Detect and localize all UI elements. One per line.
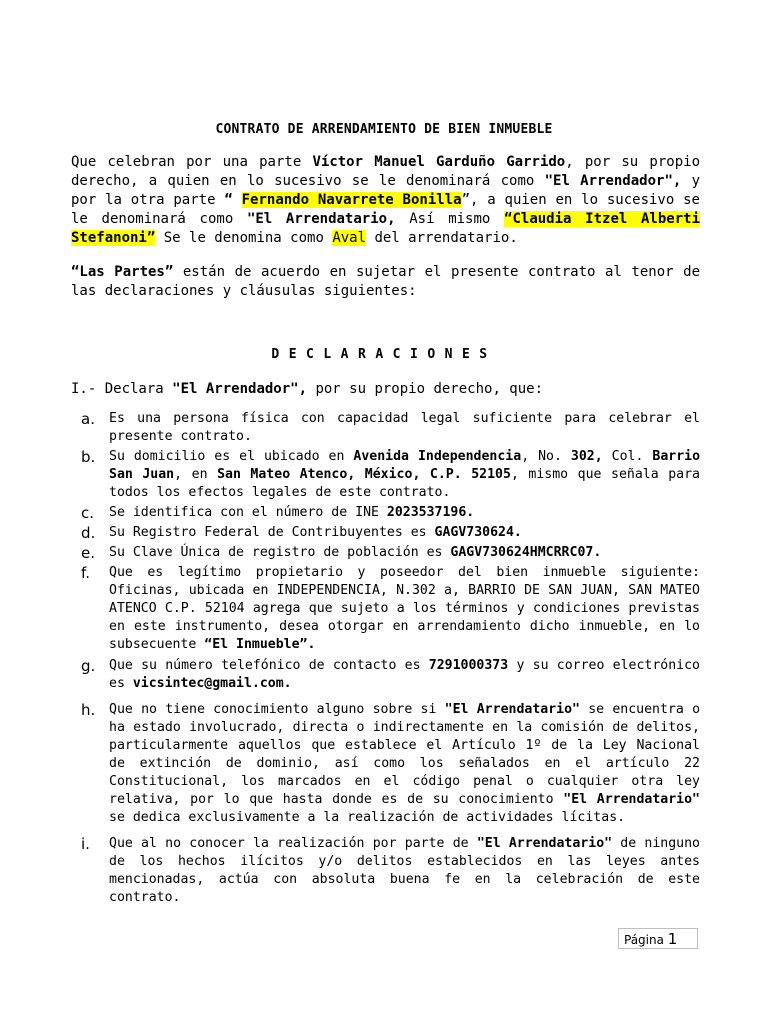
partes-paragraph <box>71 263 700 301</box>
list-item-bold: 2023537196. <box>386 505 475 520</box>
aval-name: “Claudia Itzel Alberti Stefanoni” <box>71 211 700 246</box>
intro-text: del arrendatario. <box>366 230 518 246</box>
list-item-text: de ninguno de los hechos ilícitos y/o delitos establecidos en las leyes antes mencionadas, actúa con absoluta buena fe en la celebración de este contrato. <box>109 836 700 905</box>
list-item <box>71 564 700 654</box>
list-marker: e. <box>81 544 95 562</box>
section-1-text: I.- Declara <box>71 381 173 397</box>
declarations-list <box>71 410 700 907</box>
page-number: 1 <box>667 930 678 948</box>
list-item-text: Que al no conocer la realización por parte de <box>109 836 477 851</box>
list-item-text: Su Clave Única de registro de población es <box>109 545 451 560</box>
list-item <box>71 410 700 446</box>
list-marker: g. <box>81 657 96 675</box>
list-marker: h. <box>81 701 96 719</box>
arrendador-name: Víctor Manuel Garduño Garrido <box>312 154 566 170</box>
list-item-text: , No. <box>521 449 571 464</box>
list-item-text: y su correo electrónico es <box>109 658 700 691</box>
arrendatario-name: Fernando Navarrete Bonilla <box>241 192 462 208</box>
list-item-bold: Barrio San Juan <box>109 449 701 482</box>
partes-text: están de acuerdo en sujetar el presente contrato al tenor de las declaraciones y cláusulas siguientes: <box>71 264 700 299</box>
list-item-text: Su domicilio es el ubicado en <box>109 449 354 464</box>
list-item <box>71 701 700 827</box>
page-label: Página <box>624 933 664 947</box>
list-item-bold: "El Arrendatario" <box>476 836 613 851</box>
intro-text: , por su propio derecho, a quien en lo sucesivo se le denominará como <box>71 154 700 189</box>
page-number-box <box>618 928 698 949</box>
list-marker: d. <box>81 524 96 542</box>
list-item-text: Se identifica con el número de INE <box>109 505 387 520</box>
list-item-text: , mismo que señala para todos los efectos legales de este contrato. <box>109 467 700 500</box>
list-item-text: Su Registro Federal de Contribuyentes es <box>109 525 435 540</box>
list-item <box>71 544 700 562</box>
list-item-text: Es una persona física con capacidad legal suficiente para celebrar el presente contrato. <box>109 411 700 444</box>
arrendador-label: "El Arrendador", <box>544 173 682 189</box>
document-title: CONTRATO DE ARRENDAMIENTO DE BIEN INMUEBLE <box>215 122 553 137</box>
list-item-text: Que es legítimo propietario y poseedor del bien inmueble siguiente: Oficinas, ubicada en INDEPENDENCIA, N.302 a, BARRIO DE SAN JUAN, SAN MATEO ATENCO C.P. 52104 agrega que sujeto a los términos y condiciones previstas en este instrumento, desea otorgar en arrendamiento dicho inmueble, en lo subsecuente <box>109 565 700 652</box>
declaraciones-title: DECLARACIONES <box>271 347 497 362</box>
list-marker: c. <box>81 504 95 522</box>
arrendatario-label: "El Arrendatario, <box>246 211 396 227</box>
section-1-text: por su propio derecho, que: <box>307 381 544 397</box>
intro-text: Que celebran por una parte <box>71 154 313 170</box>
list-item-bold: 7291000373 <box>428 658 509 673</box>
list-item <box>71 657 700 693</box>
intro-text: Se le denomina como <box>155 230 333 246</box>
list-marker: f. <box>81 564 90 582</box>
list-item <box>71 835 700 907</box>
list-item-bold: San Mateo Atenco, México, C.P. 52105 <box>217 467 511 482</box>
intro-text: Así mismo <box>395 211 505 227</box>
partes-label: “Las Partes” <box>71 264 174 280</box>
list-item <box>71 504 700 522</box>
list-item-bold: GAGV730624HMCRRC07. <box>450 545 602 560</box>
list-item-text: se encuentra o ha estado involucrado, directa o indirectamente en la comisión de delitos, particularmente aquellos que establece el Artículo 1º de la Ley Nacional de extinción de dominio, así como los señalados en el artículo 22 Constitucional, los marcados en el código penal o cualquier otra ley relativa, por lo que hasta donde es de su conocimiento <box>109 702 701 807</box>
intro-text: ”, a quien en lo sucesivo se le denominará como <box>71 192 700 227</box>
list-item-text: Que no tiene conocimiento alguno sobre si <box>109 702 445 717</box>
section-1-label: "El Arrendador", <box>172 381 308 397</box>
list-marker: i. <box>81 835 90 853</box>
list-item-text: Que su número telefónico de contacto es <box>109 658 429 673</box>
quote-mark: “ <box>224 192 233 208</box>
list-item-bold: Avenida Independencia <box>353 449 522 464</box>
list-item-bold: "El Arrendatario" <box>563 792 700 807</box>
list-item-text: , en <box>174 467 218 482</box>
list-item-text: Col. <box>602 449 653 464</box>
intro-text: y por la otra parte <box>71 173 700 208</box>
list-item-text: se dedica exclusivamente a la realización de actividades lícitas. <box>109 810 626 825</box>
list-item-bold: "El Arrendatario" <box>444 702 580 717</box>
list-item-bold: vicsintec@gmail.com. <box>132 676 292 691</box>
list-item-bold: GAGV730624. <box>434 525 522 540</box>
list-item <box>71 524 700 542</box>
list-marker: a. <box>81 410 95 428</box>
aval-word: Aval <box>332 230 367 246</box>
list-item-bold: “El Inmueble”. <box>204 637 316 652</box>
section-1-heading <box>71 380 700 399</box>
list-item-bold: 302, <box>570 449 603 464</box>
list-item <box>71 448 700 502</box>
list-marker: b. <box>81 448 96 466</box>
intro-paragraph <box>71 153 700 248</box>
